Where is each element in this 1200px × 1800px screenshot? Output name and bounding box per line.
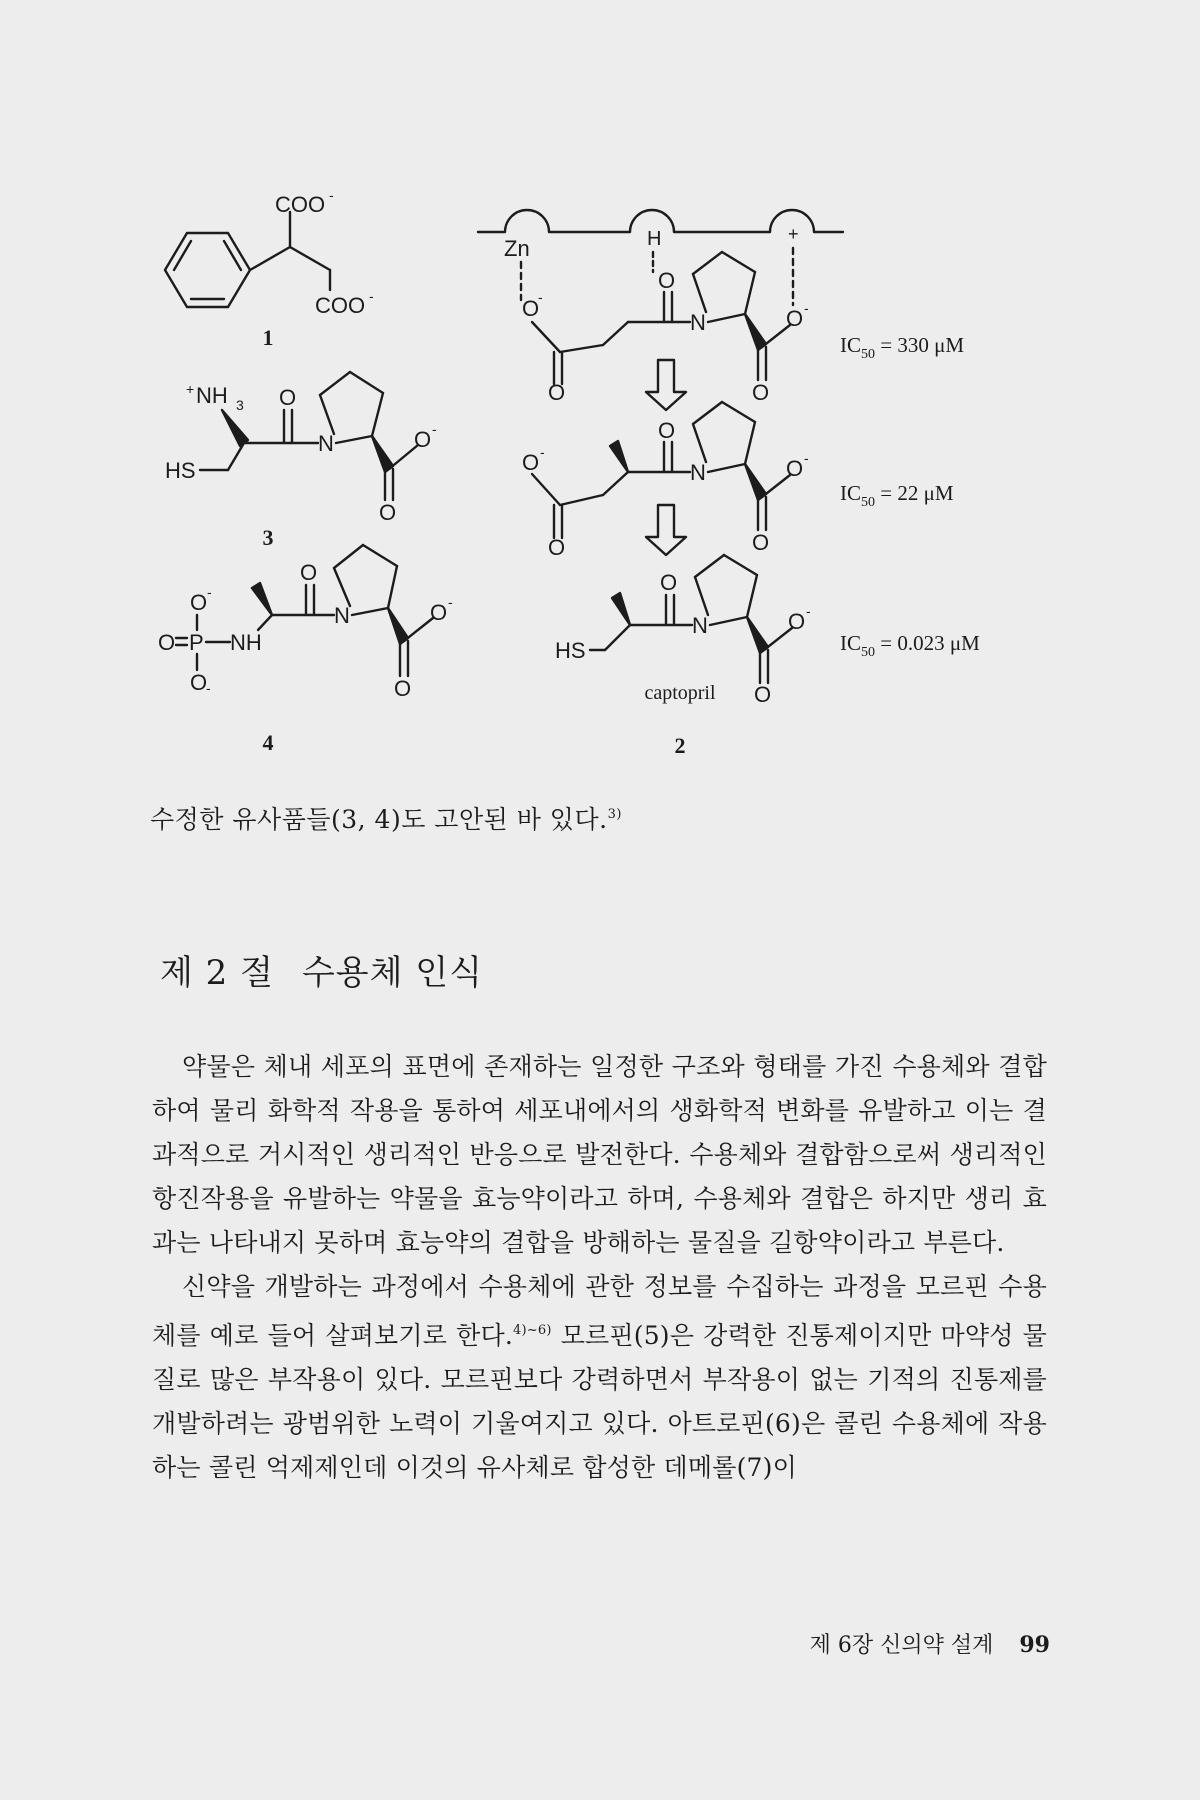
figure-caption xyxy=(150,800,1050,836)
body-text xyxy=(152,1045,1047,1490)
compound-number-2: 2 xyxy=(674,733,686,758)
section-number: 제 2 절 xyxy=(160,953,274,993)
o-label: O xyxy=(660,570,678,595)
o-label: O xyxy=(522,450,540,475)
n-label: N xyxy=(318,431,334,456)
captopril-structure xyxy=(555,555,980,758)
coo-label: COO xyxy=(315,293,366,318)
plus-sign: + xyxy=(186,381,195,397)
methyl-succinyl-proline-structure xyxy=(522,402,954,560)
plus-sign: + xyxy=(788,224,799,244)
chapter-label: 제 6장 신의약 설계 xyxy=(809,1633,994,1658)
minus-sign: - xyxy=(806,603,811,619)
o-label: O xyxy=(379,500,397,525)
o-label: O xyxy=(394,676,412,701)
captopril-name: captopril xyxy=(644,682,716,704)
o-label: O xyxy=(190,670,208,695)
o-label: O xyxy=(752,530,770,555)
o-label: O xyxy=(522,296,540,321)
o-label: O xyxy=(279,385,297,410)
hs-label: HS xyxy=(165,458,196,483)
n-label: N xyxy=(690,310,706,335)
o-label: O xyxy=(786,456,804,481)
receptor-site-diagram xyxy=(478,210,964,405)
minus-sign: - xyxy=(329,187,334,203)
o-label: O xyxy=(752,380,770,405)
paragraph-1: 약물은 체내 세포의 표면에 존재하는 일정한 구조와 형태를 가진 수용체와 결합하여 물리 화학적 작용을 통하여 세포내에서의 생화학적 변화를 유발하고 이는 결과적으로 거시적인 생리적인 반응으로 발전한다. 수용체와 결합함으로써 생리적인 항진작용을 유발하는 약물을 효능약이라고 하며, 수용체와 결합은 하지만 생리 효과는 나타내지 못하며 효능약의 결합을 방해하는 물질을 길항약이라고 부른다. xyxy=(152,1052,1047,1257)
minus-sign: - xyxy=(369,288,374,304)
o-label: O xyxy=(414,427,432,452)
arrow-down-icon xyxy=(646,360,686,410)
compound-number-3: 3 xyxy=(262,525,274,550)
page-number: 99 xyxy=(1019,1632,1050,1658)
minus-sign: - xyxy=(804,450,809,466)
chemical-structures-figure xyxy=(0,0,1200,780)
o-label: O xyxy=(548,535,566,560)
paragraph-2: 신약을 개발하는 과정에서 수용체에 관한 정보를 수집하는 과정을 모르핀 수용체를 예로 들어 살펴보기로 한다.$^{4)\sim 6)}$ 모르핀(5)은 강력한 진통제이지만 마약성 물질로 많은 부작용이 있다. 모르핀보다 강력하면서 부작용이 없는 기적의 진통제를 개발하려는 광범위한 노력이 기울여지고 있다. 아트로핀(6)은 콜린 수용체에 작용하는 콜린 억제제인데 이것의 유사체로 합성한 데메롤(7)이 xyxy=(152,1272,1047,1482)
h-label: H xyxy=(647,228,662,250)
o-label: O xyxy=(658,418,676,443)
compound-number-4: 4 xyxy=(262,730,274,755)
zn-label: Zn xyxy=(504,236,530,261)
o-label: O xyxy=(658,268,676,293)
hs-label: HS xyxy=(555,638,586,663)
n-label: N xyxy=(690,460,706,485)
reference-superscript: 4)~6) xyxy=(513,1323,552,1338)
svg-text:3: 3 xyxy=(236,397,244,413)
ic50-label-2: $IC_{50} = 22$ μM xyxy=(840,481,954,510)
minus-sign: - xyxy=(540,444,545,460)
minus-sign: - xyxy=(804,300,809,316)
caption-text: 수정한 유사품들(3, 4)도 고안된 바 있다. xyxy=(150,805,608,834)
ic50-label-1: $IC_{50} = 330$ μM xyxy=(840,333,965,362)
nh3-label: NH xyxy=(196,383,228,408)
section-heading xyxy=(160,945,483,994)
compound-3-structure xyxy=(165,372,437,550)
o-label: O xyxy=(548,380,566,405)
minus-sign: - xyxy=(207,584,212,600)
minus-sign: - xyxy=(206,680,211,696)
minus-sign: - xyxy=(538,289,543,305)
o-label: O xyxy=(788,609,806,634)
compound-1-structure xyxy=(165,187,374,350)
o-label: O xyxy=(300,560,318,585)
p-label: P xyxy=(189,630,204,655)
section-title: 수용체 인식 xyxy=(301,953,483,993)
nh-label: NH xyxy=(230,630,262,655)
n-label: N xyxy=(334,603,350,628)
o-label: O xyxy=(786,306,804,331)
compound-number-1: 1 xyxy=(262,325,274,350)
o-label: O xyxy=(190,590,208,615)
o-label: O xyxy=(754,682,772,707)
ic50-label-3: $IC_{50} = 0.023$ μM xyxy=(840,631,980,660)
minus-sign: - xyxy=(432,421,437,437)
o-label: O xyxy=(158,630,176,655)
page-footer xyxy=(760,1628,1050,1659)
compound-4-structure xyxy=(158,545,453,755)
n-label: N xyxy=(692,613,708,638)
o-label: O xyxy=(430,600,448,625)
minus-sign: - xyxy=(448,594,453,610)
coo-label: COO xyxy=(275,192,326,217)
arrow-down-icon xyxy=(646,505,686,555)
caption-reference: 3) xyxy=(607,807,622,822)
